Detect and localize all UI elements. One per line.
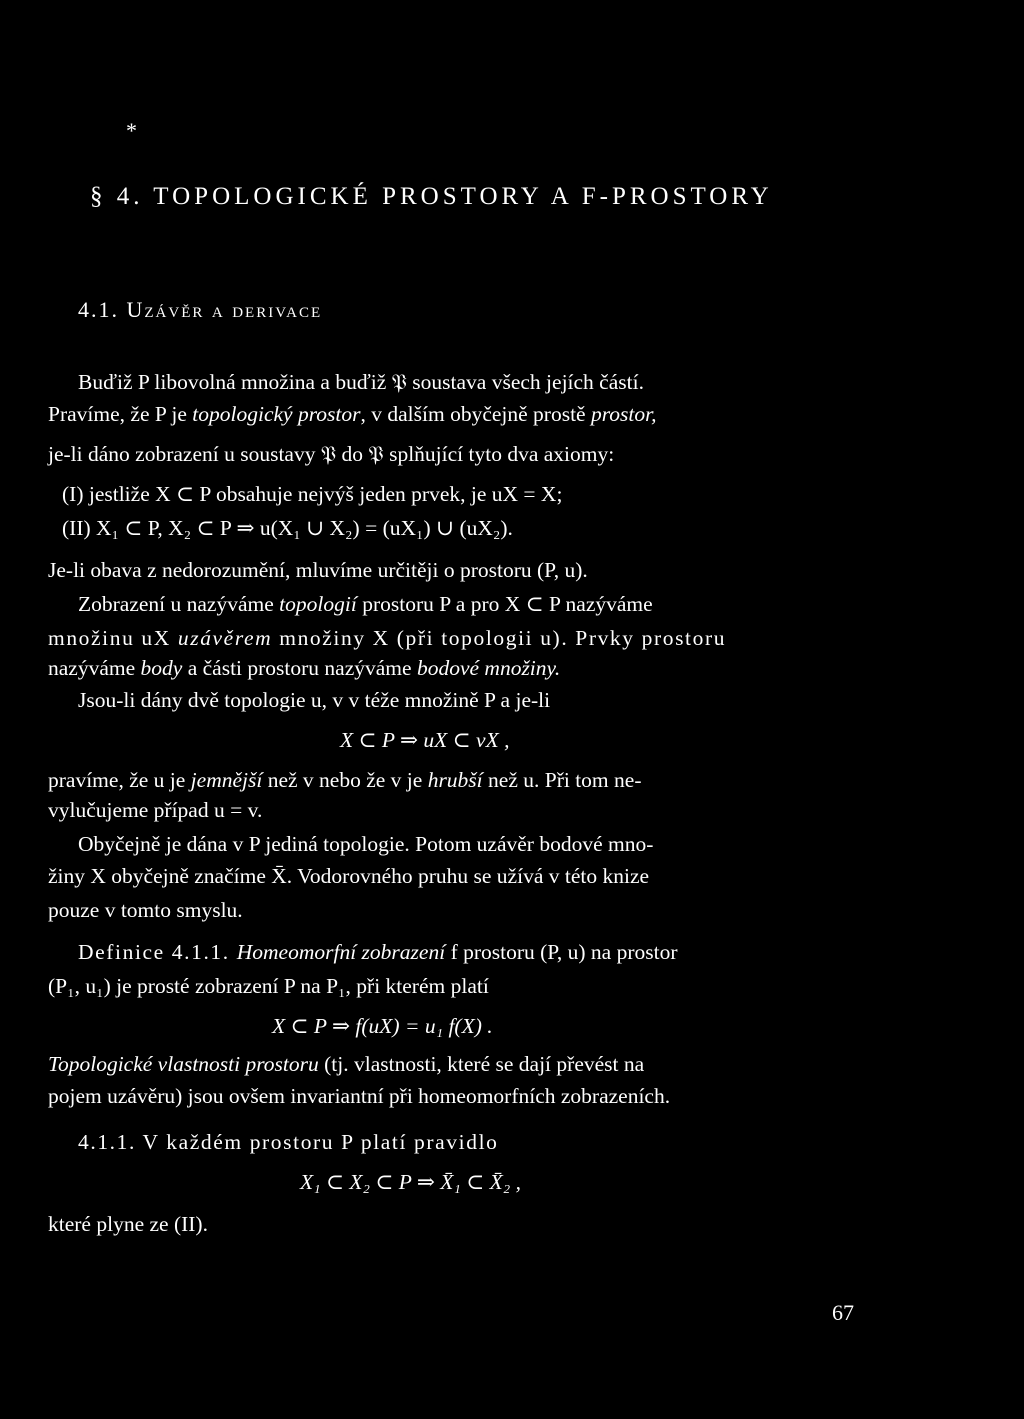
p2-line-4 [48,654,560,682]
p3-text: pravíme, že u je [48,768,191,792]
subsection-heading: 4.1. Uzávěr a derivace [78,297,323,322]
section-heading: § 4. TOPOLOGICKÉ PROSTORY A F-PROSTORY [90,183,773,210]
p2-text: prostoru P a pro X ⊂ P nazýváme [356,592,653,616]
p4-line-1: Obyčejně je dána v P jediná topologie. Potom uzávěr bodové mno- [78,832,654,856]
definition-line-1 [78,938,677,966]
rule-line-1: 4.1.1. V každém prostoru P platí pravidlo [78,1130,499,1154]
definition-line-2: (P₁, u₁) je prosté zobrazení P na P₁, při kterém platí [48,974,489,998]
definition-line-3 [48,1050,644,1078]
term-points: body [140,656,183,680]
p2-text: Zobrazení u nazýváme [78,592,280,616]
p2-text: nazýváme [48,656,141,680]
p2-text: množinu uX [48,626,178,650]
p3-line-1: Jsou-li dány dvě topologie u, v v téže množině P a je-li [78,688,551,712]
term-topological-properties: Topologické vlastnosti prostoru [48,1052,319,1076]
p2-text: a části prostoru nazýváme [182,656,417,680]
p1-line-2 [48,400,657,428]
term-coarser: hrubší [427,768,483,792]
p3-line-2 [48,766,641,794]
term-topological-space: topologický prostor [192,402,361,426]
formula-finer: X ⊂ P ⇒ uX ⊂ vX , [340,728,510,752]
p1-text: Pravíme, že P je [48,402,193,426]
term-finer: jemnější [190,768,263,792]
p2-text: množiny X (při topologii u). Prvky prostoru [272,626,727,650]
p3-text: než v nebo že v je [262,768,428,792]
term-point-sets: bodové množiny. [416,656,561,680]
definition-text: (tj. vlastnosti, které se dají převést na [318,1052,645,1076]
p2-line-1: Je-li obava z nedorozumění, mluvíme určitěji o prostoru (P, u). [48,558,588,582]
term-space: prostor, [590,402,657,426]
term-closure: uzávěrem [177,626,273,650]
p2-line-2 [78,590,653,618]
rule-line-2: které plyne ze (II). [48,1212,208,1236]
p4-line-3: pouze v tomto smyslu. [48,898,243,922]
p4-line-2: žiny X obyčejně značíme X̄. Vodorovného pruhu se užívá v této knize [48,864,650,888]
p1-line-1: Buďiž P libovolná množina a buďiž 𝔓 soustava všech jejích částí. [78,370,644,394]
p3-line-3: vylučujeme případ u = v. [48,798,263,822]
p2-line-3 [48,624,726,652]
definition-label: Definice 4.1.1. [78,940,237,964]
axiom-2: (II) X₁ ⊂ P, X₂ ⊂ P ⇒ u(X₁ ∪ X₂) = (uX₁) ∪ (uX₂). [62,516,513,540]
page-number: 67 [832,1300,854,1325]
formula-homeomorphism: X ⊂ P ⇒ f(uX) = u₁ f(X) . [272,1014,493,1038]
p1-line-3: je-li dáno zobrazení u soustavy 𝔓 do 𝔓 splňující tyto dva axiomy: [48,442,615,466]
p1-text: , v dalším obyčejně prostě [360,402,591,426]
formula-rule: X₁ ⊂ X₂ ⊂ P ⇒ X̄₁ ⊂ X̄₂ , [300,1170,521,1194]
p3-text: než u. Při tom ne- [482,768,642,792]
axiom-1: (I) jestliže X ⊂ P obsahuje nejvýš jeden prvek, je uX = X; [62,482,563,506]
definition-text: f prostoru (P, u) na prostor [445,940,678,964]
stray-mark: * [126,118,137,143]
term-topology: topologií [279,592,357,616]
term-homeomorphic-mapping: Homeomorfní zobrazení [236,940,446,964]
definition-line-4: pojem uzávěru) jsou ovšem invariantní při homeomorfních zobrazeních. [48,1084,671,1108]
